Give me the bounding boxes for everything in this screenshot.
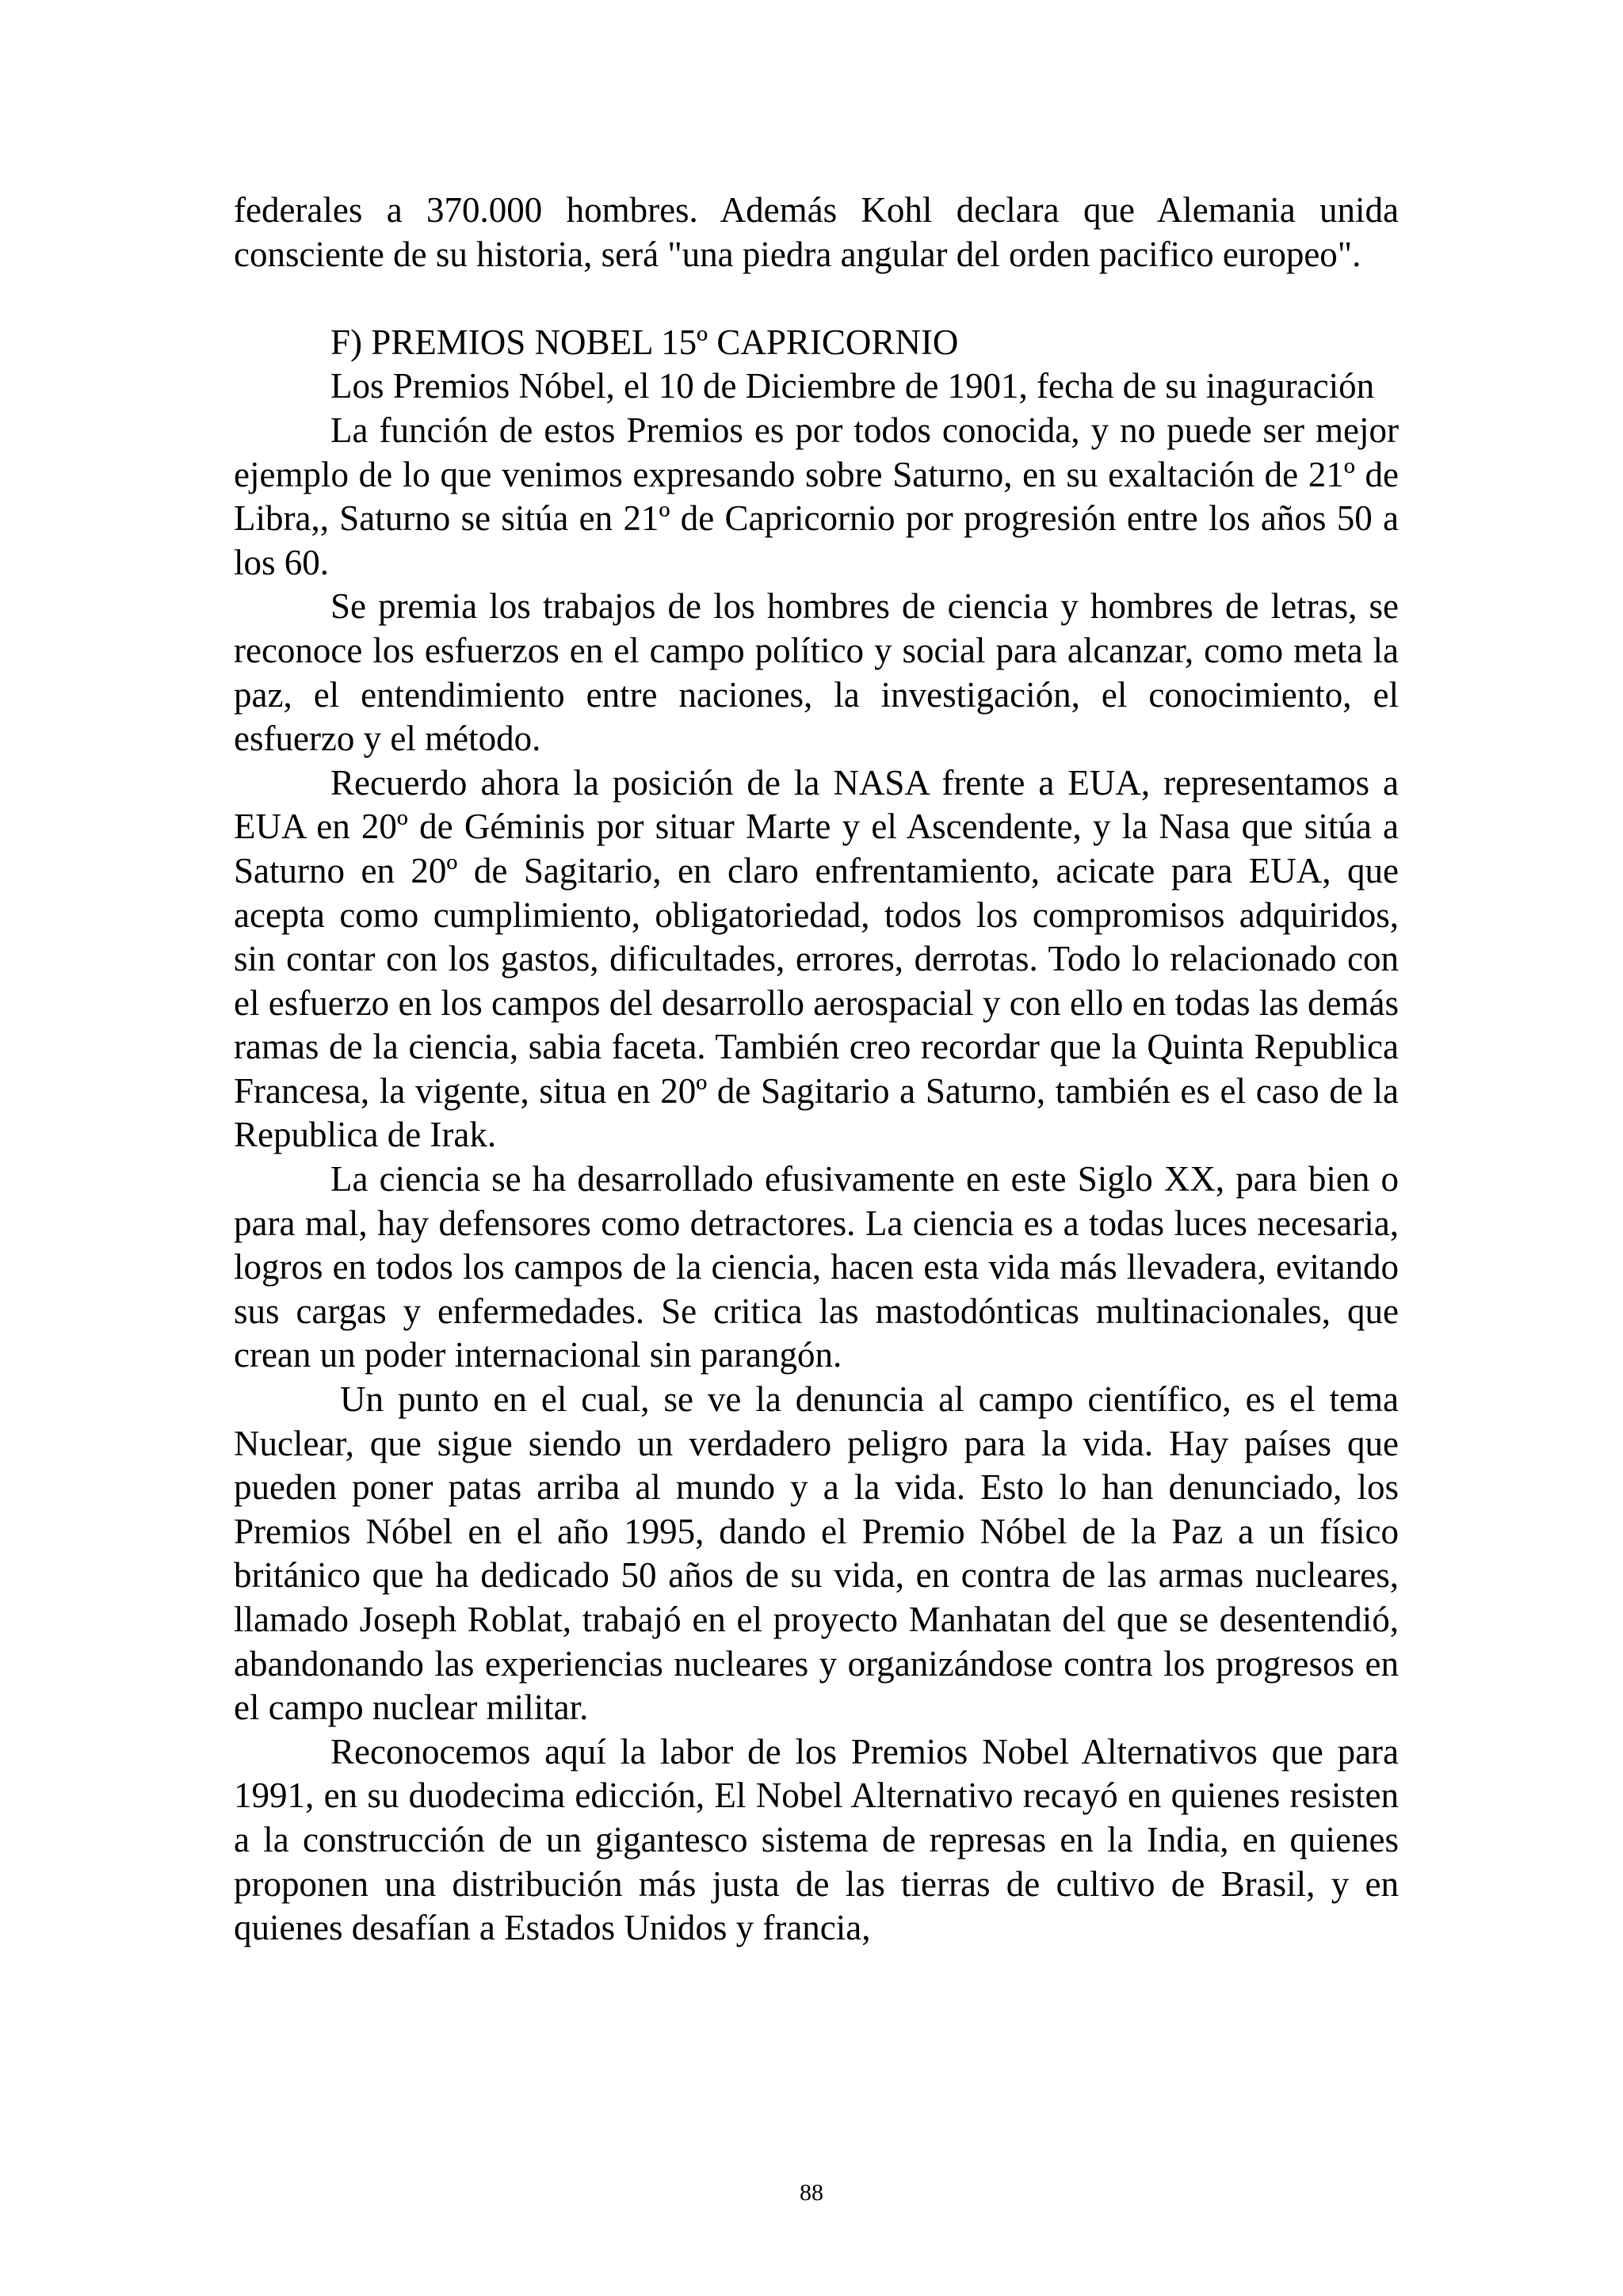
paragraph: Un punto en el cual, se ve la denuncia al campo científico, es el tema Nuclear, que sigue siendo un verdadero peligro para la vida. Hay países que pueden poner patas arriba al mundo y a la vida. Esto lo han denunciado, los Premios Nóbel en el año 1995, dando el Premio Nóbel de la Paz a un físico británico que ha dedicado 50 años de su vida, en contra de las armas nucleares, llamado Joseph Roblat, trabajó en el proyecto Manhatan del que se desentendió, abandonando las experiencias nucleares y organizándose contra los progresos en el campo nuclear militar. <box>234 1379 1399 1728</box>
paragraph: Recuerdo ahora la posición de la NASA frente a EUA, representamos a EUA en 20º de Géminis por situar Marte y el Ascendente, y la Nasa que sitúa a Saturno en 20º de Sagitario, en claro enfrentamiento, acicate para EUA, que acepta como cumplimiento, obligatoriedad, todos los compromisos adquiridos, sin contar con los gastos, dificultades, errores, derrotas. Todo lo relacionado con el esfuerzo en los campos del desarrollo aerospacial y con ello en todas las demás ramas de la ciencia, sabia faceta. También creo recordar que la Quinta Republica Francesa, la vigente, situa en 20º de Sagitario a Saturno, también es el caso de la Republica de Irak. <box>234 762 1399 1155</box>
page-body <box>234 189 1399 1951</box>
section-heading: F) PREMIOS NOBEL 15º CAPRICORNIO <box>330 322 959 362</box>
paragraph-continuation: federales a 370.000 hombres. Además Kohl declara que Alemania unida consciente de su historia, será "una piedra angular del orden pacifico europeo". <box>234 190 1399 274</box>
paragraph: La ciencia se ha desarrollado efusivamente en este Siglo XX, para bien o para mal, hay defensores como detractores. La ciencia es a todas luces necesaria, logros en todos los campos de la ciencia, hacen esta vida más llevadera, evitando sus cargas y enfermedades. Se critica las mastodónticas multinacionales, que crean un poder internacional sin parangón. <box>234 1159 1399 1375</box>
paragraph: Los Premios Nóbel, el 10 de Diciembre de 1901, fecha de su inaguración <box>330 366 1375 406</box>
paragraph: La función de estos Premios es por todos conocida, y no puede ser mejor ejemplo de lo que venimos expresando sobre Saturno, en su exaltación de 21º de Libra,, Saturno se sitúa en 21º de Capricornio por progresión entre los años 50 a los 60. <box>234 410 1399 582</box>
paragraph: Se premia los trabajos de los hombres de ciencia y hombres de letras, se reconoce los esfuerzos en el campo político y social para alcanzar, como meta la paz, el entendimiento entre naciones, la investigación, el conocimiento, el esfuerzo y el método. <box>234 586 1399 759</box>
paragraph: Reconocemos aquí la labor de los Premios Nobel Alternativos que para 1991, en su duodecima edicción, El Nobel Alternativo recayó en quienes resisten a la construcción de un gigantesco sistema de represas en la India, en quienes proponen una distribución más justa de las tierras de cultivo de Brasil, y en quienes desafían a Estados Unidos y francia, <box>234 1731 1399 1948</box>
page-number: 88 <box>800 2180 823 2206</box>
